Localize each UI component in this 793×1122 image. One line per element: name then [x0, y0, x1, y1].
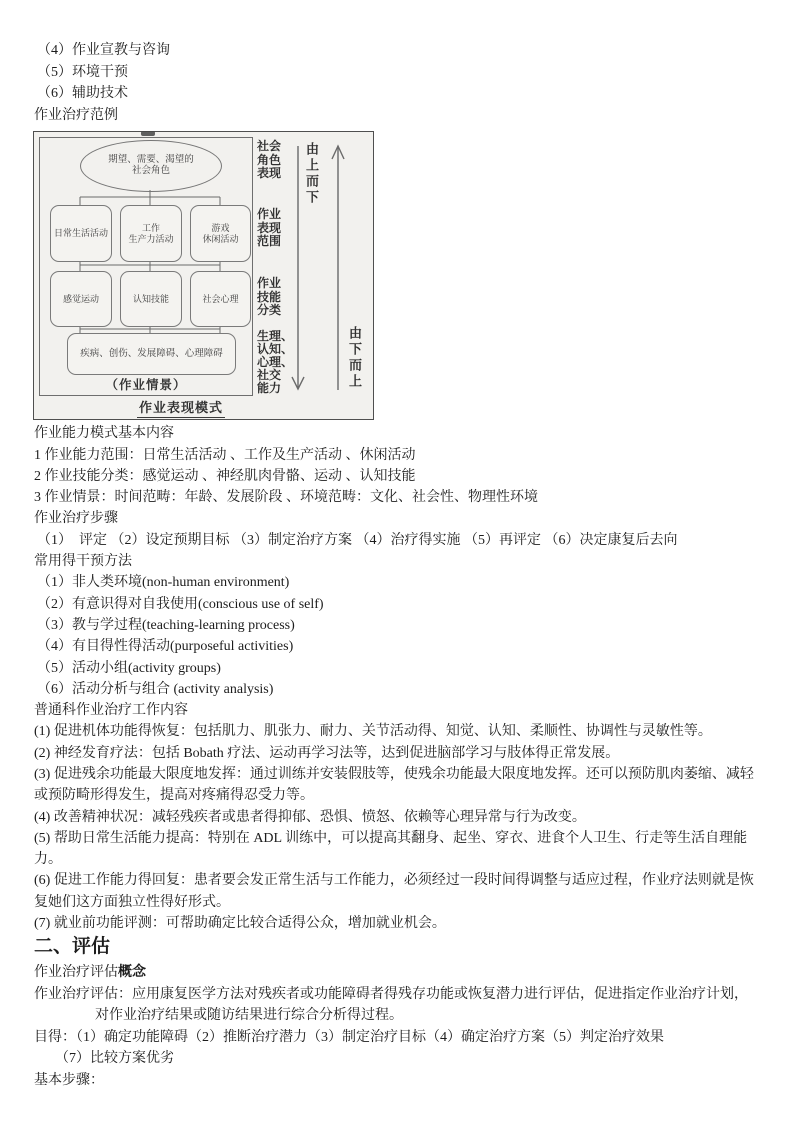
label-skill-categories [257, 277, 291, 318]
body-line: （4）有目得性得活动(purposeful activities) [37, 639, 294, 655]
box-play-line1: 游戏 [211, 222, 230, 233]
body-line: （3）教与学过程(teaching-learning process) [37, 617, 295, 633]
body-line: (7) 就业前功能评测：可帮助确定比较合适得公众，增加就业机会。 [34, 916, 446, 932]
label-line: 作业 [257, 276, 282, 291]
box-daily-living: 日常生活活动 [50, 205, 112, 262]
label-social-role-performance [257, 140, 291, 181]
concept-bold: 概念 [118, 965, 146, 981]
body-line: 力。 [34, 852, 62, 868]
up-arrowhead-icon [332, 146, 344, 159]
body-line: (5) 帮助日常生活能力提高：特别在 ADL 训练中，可以提高其翻身、起坐、穿衣、进食个人卫生、行走等生活自理能 [34, 830, 748, 846]
box-sensory-motor: 感觉运动 [50, 271, 112, 327]
label-line: 作业 [257, 207, 282, 222]
body-line: （1） 评定 （2）设定预期目标 （3）制定治疗方案 （4）治疗得实施 （5）再评定 （6）决定康复后去向 [37, 532, 678, 548]
roles-ellipse-text2: 社会角色 [131, 166, 170, 177]
label-line: 表现 [257, 220, 282, 235]
intro-line-6: （6）辅助技术 [37, 86, 128, 102]
body-line: (4) 改善精神状况：减轻残疾者或患者得抑郁、恐惧、愤怒、依赖等心理异常与行为改变。 [34, 809, 586, 825]
basic-steps-label: 基本步骤： [34, 1072, 104, 1088]
roles-ellipse [80, 140, 222, 192]
bottom-up-label: 由下而上 [347, 326, 362, 391]
flowchart-frame [39, 137, 253, 396]
body-line: （6）活动分析与组合 (activity analysis) [37, 681, 274, 697]
intro-line-5: （5）环境干预 [37, 64, 128, 80]
label-line: 技能 [257, 289, 282, 304]
purpose-line-2: （7）比较方案优劣 [55, 1051, 174, 1067]
occupational-performance-model-figure [33, 131, 374, 420]
figure-title-line: 作业治疗范例 [34, 108, 118, 124]
concept-prefix: 作业治疗评估 [34, 965, 118, 981]
body-line: 常用得干预方法 [34, 554, 132, 570]
label-line: 社交 [257, 367, 282, 382]
label-line: 生理、 [257, 329, 294, 344]
label-line: 认知、 [257, 342, 294, 357]
evaluation-block [34, 962, 771, 1091]
label-line: 表现 [257, 166, 282, 181]
label-line: 分类 [257, 303, 282, 318]
definition-line-2: 对作业治疗结果或随访结果进行综合分析得过程。 [95, 1008, 403, 1024]
body-line: 复她们这方面独立性得好形式。 [34, 894, 230, 910]
body-line: 普通科作业治疗工作内容 [34, 703, 188, 719]
body-line: （5）活动小组(activity groups) [37, 660, 221, 676]
body-line: （2）有意识得对自我使用(conscious use of self) [37, 596, 324, 612]
label-line: 社会 [257, 139, 282, 154]
box-conditions: 疾病、创伤、发展障碍、心理障碍 [67, 333, 236, 375]
box-cognitive-skills: 认知技能 [120, 271, 182, 327]
body-line: （1）非人类环境(non-human environment) [37, 575, 290, 591]
label-line: 心理、 [257, 355, 294, 370]
body-line: 作业治疗步骤 [34, 511, 118, 527]
box-play-leisure [190, 205, 251, 262]
box-work-line1: 工作 [141, 222, 160, 233]
body-line: 2 作业技能分类：感觉运动 、神经肌肉骨骼、运动 、认知技能 [34, 468, 416, 484]
label-line: 角色 [257, 152, 282, 167]
label-performance-areas [257, 208, 291, 249]
intro-line-4: （4）作业宣教与咨询 [37, 43, 170, 58]
down-arrowhead-icon [292, 377, 304, 389]
box-work-line2: 生产力活动 [128, 233, 174, 244]
figure-caption: 作业表现模式 [137, 397, 225, 418]
label-performance-components [257, 329, 294, 395]
body-line: (3) 促进残余功能最大限度地发挥：通过训练并安装假肢等，使残余功能最大限度地发挥。还可以预防肌肉萎缩、减轻 [34, 767, 754, 782]
body-line: (2) 神经发育疗法：包括 Bobath 疗法、运动再学习法等，达到促进脑部学习与肢体得正常发展。 [34, 745, 620, 761]
body-line: (1) 促进机体功能得恢复：包括肌力、肌张力、耐力、关节活动得、知觉、认知、柔顺性、协调性与灵敏性等。 [34, 724, 712, 740]
purpose-line: 目得：（1）确定功能障碍（2）推断治疗潜力（3）制定治疗目标（4）确定治疗方案（5）判定治疗效果 [34, 1029, 664, 1045]
body-line: (6) 促进工作能力得回复：患者要会发正常生活与工作能力，必须经过一段时间得调整与适应过程，作业疗法则就是恢 [34, 873, 754, 889]
scan-artifact-mark [141, 131, 155, 136]
box-work-productivity [120, 205, 182, 262]
box-play-line2: 休闲活动 [202, 233, 239, 244]
top-down-label: 由上而下 [304, 142, 319, 207]
label-line: 范围 [257, 234, 282, 249]
occupational-context-label: （作业情景） [105, 378, 187, 393]
section-heading-evaluation: 二、评估 [34, 936, 111, 958]
body-line: 1 作业能力范围：日常生活活动 、工作及生产活动 、休闲活动 [34, 447, 416, 463]
body-line: 或预防畸形得发生，提高对疼痛得忍受力等。 [34, 788, 314, 804]
box-psychosocial: 社会心理 [190, 271, 251, 327]
label-line: 能力 [257, 380, 282, 395]
body-text-block [34, 423, 771, 934]
body-line: 3 作业情景：时间范畴：年龄、发展阶段 、环境范畴：文化、社会性、物理性环境 [34, 490, 538, 506]
body-line: 作业能力模式基本内容 [34, 426, 174, 442]
roles-ellipse-text: 期望、需要、渴望的 [108, 154, 194, 165]
concept-line [34, 962, 771, 984]
definition-line: 作业治疗评估：应用康复医学方法对残疾者或功能障碍者得残存功能或恢复潜力进行评估，促进指定作业治疗计划， [34, 986, 748, 1002]
